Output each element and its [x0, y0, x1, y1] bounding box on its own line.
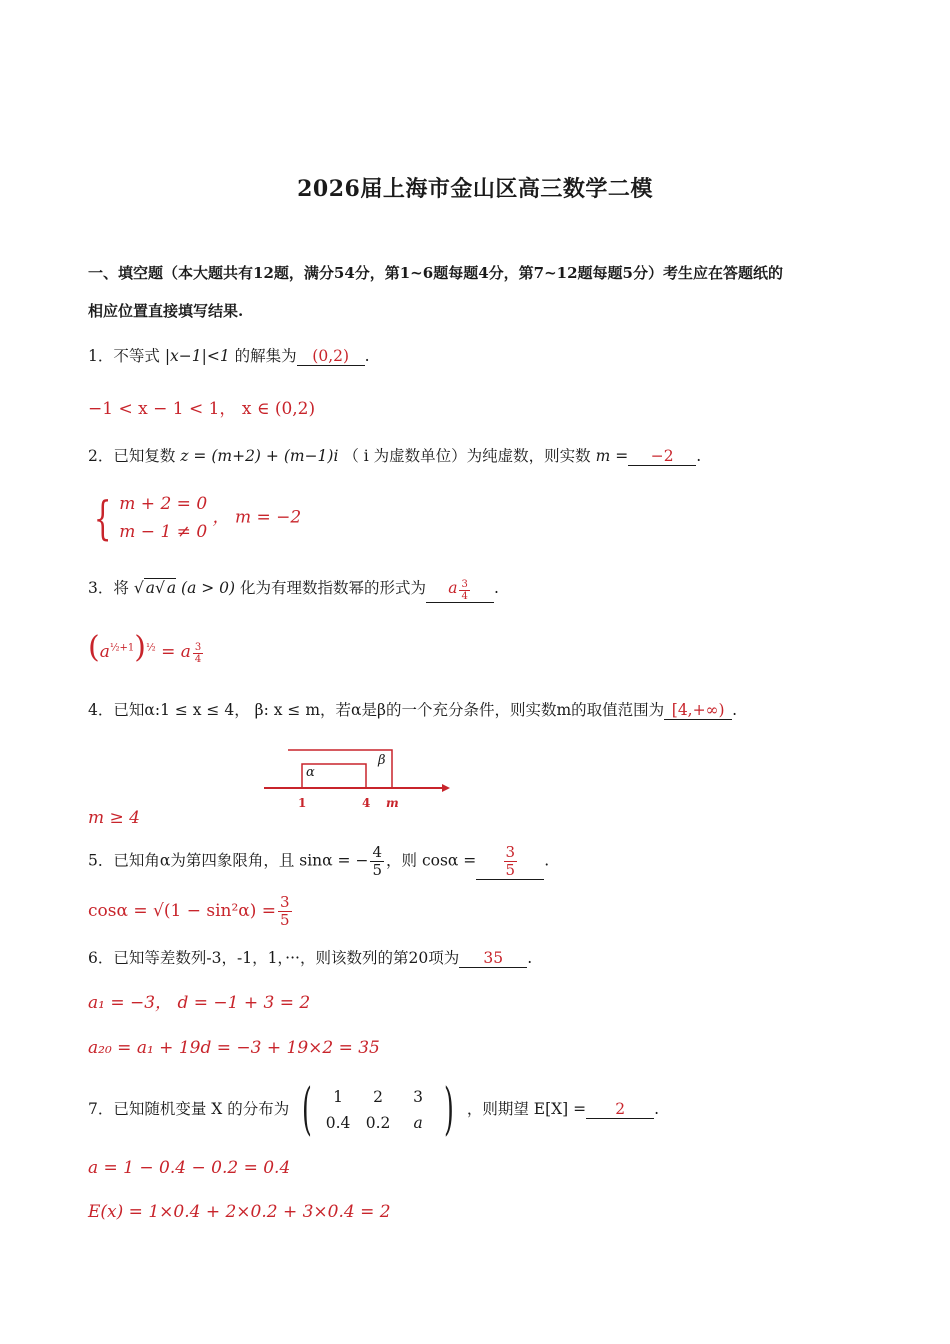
- q4-number: 4．: [88, 701, 114, 719]
- q3-number: 3．: [88, 579, 114, 597]
- diagram-tick-4: 4: [362, 796, 371, 810]
- q4-answer-blank: [4,+∞): [664, 701, 732, 720]
- q2-sol-right: ， m = −2: [212, 507, 302, 528]
- section-heading-line2: 相应位置直接填写结果.: [88, 302, 244, 320]
- q6-solution-2: a₂₀ = a₁ + 19d = −3 + 19×2 = 35: [88, 1038, 380, 1058]
- question-4: 4．已知α:1 ≤ x ≤ 4， β: x ≤ m，若α是β的一个充分条件，则实数m的取值范围为 [4,+∞) .: [88, 701, 738, 719]
- q2-text-a: 已知复数: [113, 447, 176, 465]
- q7-solution-1: a = 1 − 0.4 − 0.2 = 0.4: [88, 1158, 291, 1178]
- q5-text-a: 已知角α为第四象限角，且 sinα = −: [113, 851, 369, 870]
- beta-box: [288, 750, 392, 788]
- open-paren-icon: (: [88, 630, 100, 665]
- q6-text: 已知等差数列-3，-1，1，···，则该数列的第20项为: [113, 949, 460, 967]
- q3-solution: $(a^{\frac{1}{2}+1})^{\frac{1}{2}} = a$ $\frac{3}{4}$: [88, 630, 202, 666]
- question-6: 6．已知等差数列-3，-1，1，···，则该数列的第20项为 35 .: [88, 949, 533, 967]
- question-5: 5．已知角α为第四象限角，且 sinα = − $\frac{4}{5}$ ，则 cosα = $\frac{3}{5}$ .: [88, 843, 550, 879]
- q7-answer-blank: 2: [586, 1100, 654, 1119]
- diagram-beta-label: β: [378, 753, 386, 768]
- question-3: 3．将 √ a√ a (a > 0) 化为有理数指数幂的形式为 a $\frac{3}{4}$ .: [88, 578, 499, 602]
- q3-answer-blank: a $\frac{3}{4}$: [426, 579, 494, 603]
- q6-answer-blank: 35: [459, 949, 527, 968]
- q2-answer-blank: −2: [628, 447, 696, 466]
- page-title: 2026届上海市金山区高三数学二模: [297, 176, 653, 202]
- diagram-alpha-label: α: [306, 765, 315, 780]
- q1-text-a: 不等式: [113, 347, 160, 365]
- q3-sol-eq: = a: [161, 642, 191, 662]
- q2-solution: [88, 490, 301, 546]
- q3-cond: (a > 0): [181, 579, 236, 597]
- close-paren-icon: ): [444, 1077, 454, 1142]
- question-7: 7．已知随机变量 X 的分布为 ( 1 2 3 0.4 0.2 a ) ，则期望 E[X] = 2 .: [88, 1077, 660, 1142]
- q2-number: 2．: [88, 447, 114, 465]
- question-1: 1．不等式 |x−1|<1 的解集为 (0,2) .: [88, 347, 370, 365]
- q2-sol-row1: m + 2 = 0: [119, 494, 208, 514]
- arrow-icon: [442, 784, 450, 792]
- close-paren-icon: ): [134, 630, 147, 665]
- q4-text: 已知α:1 ≤ x ≤ 4， β: x ≤ m，若α是β的一个充分条件，则实数m的取值范围为: [113, 701, 665, 719]
- q5-text-b: ，则 cosα =: [386, 851, 477, 870]
- q2-equation-system: [88, 490, 207, 546]
- q4-solution: m ≥ 4: [88, 808, 140, 828]
- q1-text-b: 的解集为: [234, 347, 297, 365]
- number-line-diagram: [258, 744, 458, 812]
- q3-text-a: 将: [113, 579, 129, 597]
- q6-solution-1: a₁ = −3， d = −1 + 3 = 2: [88, 993, 311, 1013]
- q5-solution: [88, 894, 294, 929]
- q5-frac: $\frac{4}{5}$: [372, 843, 383, 879]
- q1-expr: |x−1|<1: [164, 347, 230, 365]
- q3-text-b: 化为有理数指数幂的形式为: [240, 579, 427, 597]
- diagram-tick-m: m: [386, 796, 399, 810]
- section-heading-line1: 一、填空题（本大题共有12题，满分54分，第1~6题每题4分，第7~12题每题5分）考生应在答题纸的: [88, 264, 783, 282]
- q7-solution-2: E(x) = 1×0.4 + 2×0.2 + 3×0.4 = 2: [88, 1202, 391, 1222]
- q1-number: 1．: [88, 347, 114, 365]
- q7-text-a: 已知随机变量 X 的分布为: [113, 1100, 290, 1118]
- q1-solution: −1 < x − 1 < 1， x ∈ (0,2): [88, 399, 316, 419]
- q6-number: 6．: [88, 949, 114, 967]
- q5-number: 5．: [88, 851, 114, 870]
- q2-text-b: （ i 为虚数单位）为纯虚数，则实数: [343, 447, 591, 465]
- q1-answer-blank: (0,2): [297, 347, 365, 366]
- brace-icon: {: [93, 491, 112, 545]
- q5-sol-frac: $\frac{3}{5}$: [280, 893, 290, 929]
- open-paren-icon: (: [302, 1077, 313, 1142]
- diagram-tick-1: 1: [298, 796, 307, 810]
- q2-sol-row2: m − 1 ≠ 0: [119, 522, 208, 542]
- q7-text-b: ，则期望 E[X] =: [466, 1100, 587, 1118]
- q7-number: 7．: [88, 1100, 114, 1118]
- q5-answer-blank: $\frac{3}{5}$: [476, 844, 544, 880]
- q7-distribution-matrix: ( 1 2 3 0.4 0.2 a ): [302, 1077, 454, 1142]
- q3-radical: √ a√ a: [133, 579, 177, 597]
- question-2: 2．已知复数 z = (m+2) + (m−1)i （ i 为虚数单位）为纯虚数，则实数 m = −2 .: [88, 447, 702, 465]
- q2-var: m =: [595, 447, 629, 465]
- q5-sol-a: cosα = √(1 − sin²α) =: [88, 901, 277, 921]
- q2-expr: z = (m+2) + (m−1)i: [180, 447, 339, 465]
